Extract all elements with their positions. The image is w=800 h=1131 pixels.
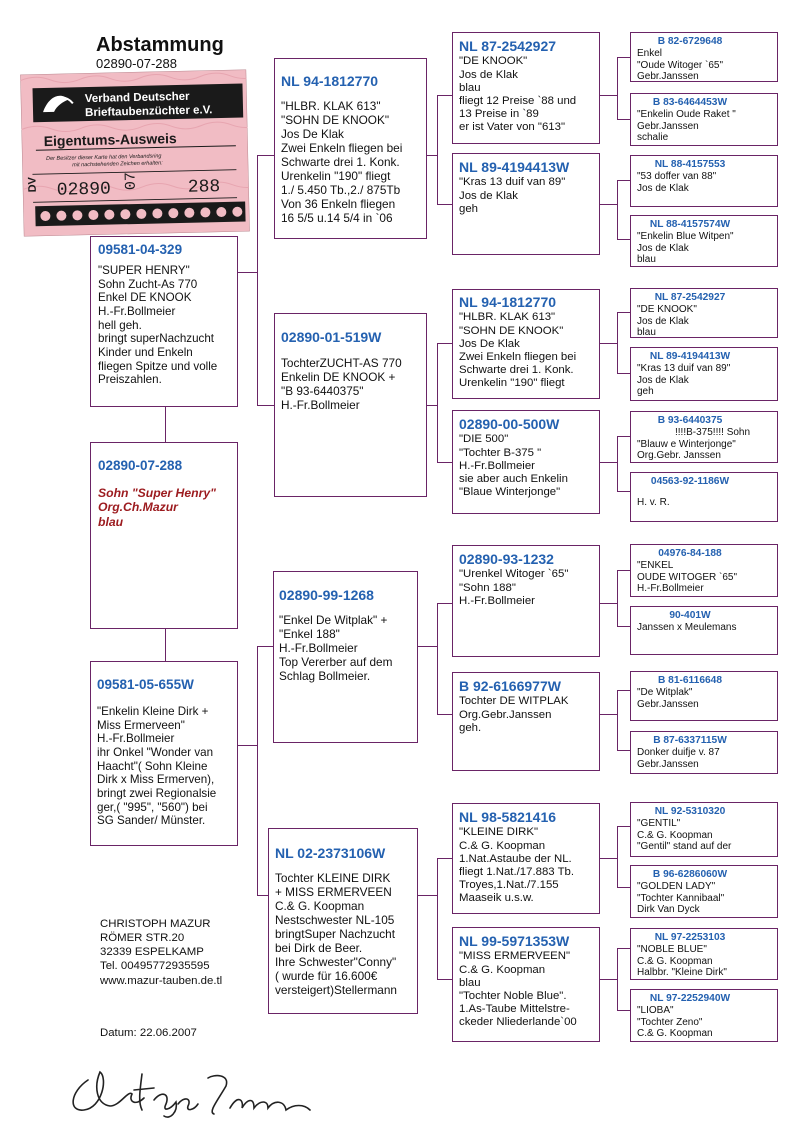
connector <box>617 626 630 627</box>
pedigree-line: H.-Fr.Bollmeier <box>279 641 358 656</box>
pedigree-line: H.-Fr.Bollmeier <box>459 594 535 607</box>
card-title: Eigentums-Ausweis <box>43 130 177 150</box>
ring-number: 04563-92-1186W <box>650 476 730 487</box>
ring-number: 04976-84-188 <box>658 548 722 559</box>
pedigree-line: SG Sander/ Münster. <box>97 814 206 828</box>
pedigree-line: "Tochter B-375 " <box>459 446 542 459</box>
connector <box>617 1010 630 1011</box>
pedigree-line: "GOLDEN LADY" <box>637 881 716 893</box>
pedigree-line: Jos de Klak <box>637 315 689 327</box>
pedigree-line: Gebr.Janssen <box>637 698 699 710</box>
connector <box>600 714 617 715</box>
pedigree-line: Jos de Klak <box>459 68 518 81</box>
connector <box>417 646 437 647</box>
connector <box>437 204 452 205</box>
pedigree-line: Gebr.Janssen <box>637 120 699 132</box>
pedigree-gen4-14 <box>630 865 778 918</box>
pedigree-line: hell geh. <box>98 318 142 332</box>
pedigree-dds <box>452 803 600 914</box>
pedigree-line: "Tochter Kannibaal" <box>637 892 725 904</box>
pedigree-line: Janssen x Meulemans <box>637 622 737 634</box>
connector <box>617 239 630 240</box>
pedigree-sss <box>452 32 600 144</box>
connector <box>426 155 437 156</box>
connector <box>617 57 618 120</box>
ownership-card <box>20 69 250 236</box>
pedigree-line: bei Dirk de Beer. <box>275 940 363 955</box>
pedigree-dam-dam <box>268 828 418 1014</box>
pedigree-line: H.-Fr.Bollmeier <box>637 582 704 594</box>
pedigree-line: "LIOBA" <box>637 1005 674 1017</box>
pedigree-line: "Blaue Winterjonge" <box>459 486 561 499</box>
pedigree-line: !!!!B-375!!!! Sohn <box>675 427 751 439</box>
pedigree-line: "DE KNOOK" <box>459 55 528 68</box>
pedigree-line: bringtSuper Nachzucht <box>275 927 396 942</box>
document-date: Datum: 22.06.2007 <box>100 1027 197 1039</box>
ring-number: NL 02-2373106W <box>275 845 386 861</box>
connector <box>617 436 618 492</box>
pedigree-line: TochterZUCHT-AS 770 <box>281 356 402 371</box>
page-ring-number: 02890-07-288 <box>96 56 177 71</box>
pedigree-line: 1.As-Taube Mittelstre- <box>459 1003 570 1016</box>
pedigree-line: fliegen Spitze und volle <box>98 359 218 373</box>
pedigree-line: Jos de Klak <box>459 189 518 202</box>
connector <box>617 570 618 627</box>
connector <box>600 979 617 980</box>
pedigree-line: 1./ 5.450 Tb.,2./ 875Tb <box>281 182 401 197</box>
pedigree-dam <box>90 661 238 846</box>
connector <box>257 155 274 156</box>
pedigree-line: C.& G. Koopman <box>275 899 365 914</box>
pedigree-line: blau <box>459 81 481 94</box>
ring-number: NL 88-4157553 <box>654 159 726 170</box>
pedigree-line: "DIE 500" <box>459 433 509 446</box>
pedigree-line: Kinder und Enkeln <box>98 345 193 359</box>
pedigree-sire-sire <box>274 58 427 239</box>
card-ring-year: 07 <box>122 171 140 191</box>
pedigree-gen4-4 <box>630 215 778 267</box>
connector <box>617 750 630 751</box>
pedigree-line: Top Vererber auf dem <box>279 655 393 670</box>
pedigree-line: "SUPER HENRY" <box>98 263 190 277</box>
breeder-contact <box>100 917 222 988</box>
connector <box>600 95 617 96</box>
connector <box>617 312 630 313</box>
pedigree-line: Schlag Bollmeier. <box>279 669 371 684</box>
pedigree-line: Sohn "Super Henry" <box>98 485 216 500</box>
connector <box>617 491 630 492</box>
pedigree-gen4-3 <box>630 155 778 207</box>
ring-number: NL 94-1812770 <box>459 294 557 310</box>
pedigree-line: Org.Gebr. Janssen <box>637 449 721 461</box>
ring-number: B 93-6440375 <box>657 415 723 426</box>
pedigree-line: Schwarte drei 1. Konk. <box>281 155 400 170</box>
pedigree-line: Gebr.Janssen <box>637 70 699 82</box>
pedigree-line: "De Witplak" <box>637 687 693 699</box>
pedigree-sire <box>90 236 238 407</box>
pedigree-line: versteigert)Stellermann <box>275 982 397 997</box>
pedigree-line: "Gentil" stand auf der <box>637 840 732 852</box>
pedigree-line: Troyes,1.Nat./7.155 <box>459 879 559 892</box>
connector <box>600 603 617 604</box>
connector <box>617 826 630 827</box>
pedigree-dsd <box>452 672 600 771</box>
card-org-line2: Brieftaubenzüchter e.V. <box>84 104 213 120</box>
pedigree-line: OUDE WITOGER `65" <box>637 571 738 583</box>
pedigree-line: blau <box>98 515 124 530</box>
pedigree-line: Enkel <box>637 48 663 60</box>
connector <box>257 646 273 647</box>
pedigree-line: C.& G. Koopman <box>637 955 713 967</box>
connector <box>600 343 617 344</box>
pedigree-line: Dirk Van Dyck <box>637 903 700 915</box>
pedigree-line: ihr Onkel "Wonder van <box>97 745 214 759</box>
connector <box>617 570 630 571</box>
connector <box>257 155 258 406</box>
card-org-line1: Verband Deutscher <box>84 90 190 106</box>
connector <box>437 979 452 980</box>
pedigree-line: Org.Gebr.Janssen <box>459 708 552 721</box>
pedigree-line: C.& G. Koopman <box>637 1027 713 1039</box>
pedigree-gen4-12 <box>630 731 778 774</box>
connector <box>617 887 630 888</box>
pedigree-line: "Tochter Noble Blue". <box>459 990 567 1003</box>
pedigree-line: "HLBR. KLAK 613" <box>281 99 381 114</box>
pedigree-line: 13 Preise in `89 <box>459 108 539 121</box>
ring-number: 02890-01-519W <box>281 329 382 345</box>
ring-number: 02890-00-500W <box>459 416 560 432</box>
pedigree-line: Zwei Enkeln fliegen bei <box>459 351 577 364</box>
pedigree-line: "Blauw e Winterjonge" <box>637 438 736 450</box>
connector <box>437 95 438 205</box>
pedigree-line: "KLEINE DIRK" <box>459 826 538 839</box>
connector <box>617 57 630 58</box>
pedigree-dss <box>452 545 600 657</box>
pedigree-line: Nestschwester NL-105 <box>275 913 395 928</box>
pedigree-gen4-16 <box>630 989 778 1042</box>
pedigree-line: "NOBLE BLUE" <box>637 944 707 956</box>
pedigree-ssd <box>452 153 600 255</box>
pedigree-line: "Enkelin Kleine Dirk + <box>97 704 209 718</box>
pedigree-line: geh <box>459 202 479 215</box>
pedigree-line: "Oude Witoger `65" <box>637 59 724 71</box>
pedigree-line: 16 5/5 u.14 5/4 in `06 <box>281 210 393 225</box>
ring-number: NL 87-2542927 <box>654 292 726 303</box>
connector <box>617 436 630 437</box>
connector <box>617 948 618 1011</box>
pedigree-line: Donker duifje v. 87 <box>637 747 720 759</box>
pedigree-line: Sohn Zucht-As 770 <box>98 277 198 291</box>
pedigree-line: Jos De Klak <box>459 337 520 350</box>
connector <box>617 373 630 374</box>
pedigree-gen4-9 <box>630 544 778 597</box>
pedigree-gen4-15 <box>630 928 778 980</box>
ring-number: 02890-93-1232 <box>459 551 554 567</box>
connector <box>600 204 617 205</box>
pedigree-line: Org.Ch.Mazur <box>98 500 178 515</box>
connector <box>257 646 258 896</box>
pedigree-line: C.& G. Koopman <box>459 963 546 976</box>
ring-number: NL 89-4194413W <box>649 351 731 362</box>
pedigree-line: Miss Ermerveen" <box>97 718 185 732</box>
pedigree-line: C.& G. Koopman <box>637 829 713 841</box>
pedigree-line: ( wurde für 16.600€ <box>275 968 378 983</box>
pedigree-line: sie aber auch Enkelin <box>459 473 568 486</box>
pedigree-line: "Kras 13 duif van 89" <box>459 176 566 189</box>
pedigree-line: "GENTIL" <box>637 818 681 830</box>
pedigree-line: Urenkelin "190" fliegt <box>281 168 391 183</box>
ring-number: B 81-6116648 <box>657 675 722 686</box>
pedigree-line: Zwei Enkeln fliegen bei <box>281 141 403 156</box>
pedigree-dam-sire <box>273 571 418 743</box>
pedigree-line: "SOHN DE KNOOK" <box>281 113 390 128</box>
pedigree-line: C.& G. Koopman <box>459 839 546 852</box>
pedigree-ddd <box>452 927 600 1042</box>
ring-number: 90-401W <box>669 610 711 621</box>
ring-number: NL 98-5821416 <box>459 809 557 825</box>
ring-number: NL 92-5310320 <box>654 806 726 817</box>
pedigree-line: geh <box>637 385 654 397</box>
breeder-website: www.mazur-tauben.de.tl <box>100 974 223 987</box>
pedigree-gen4-2 <box>630 93 778 146</box>
pedigree-line: Dirk x Miss Ermerven), <box>97 773 215 787</box>
pedigree-line: bringt superNachzucht <box>98 332 214 346</box>
pedigree-line: H.-Fr.Bollmeier <box>281 398 360 413</box>
pedigree-line: Ihre Schwester"Conny" <box>275 954 397 969</box>
breeder-city: 32339 ESPELKAMP <box>100 946 204 959</box>
pedigree-line: Preiszahlen. <box>98 373 162 387</box>
pedigree-line: "ENKEL <box>637 560 674 572</box>
pedigree-line: 1.Nat.Astaube der NL. <box>459 852 572 865</box>
connector <box>617 690 618 751</box>
ring-number: B 92-6166977W <box>459 678 561 694</box>
pedigree-line: ckeder Nliederlande`00 <box>459 1016 577 1029</box>
connector <box>437 603 452 604</box>
pedigree-gen4-1 <box>630 32 778 82</box>
ring-number: NL 89-4194413W <box>459 159 570 175</box>
pedigree-line: Jos de Klak <box>637 374 689 386</box>
pedigree-line: er ist Vater von "613" <box>459 121 566 134</box>
pedigree-line: Jos De Klak <box>281 127 344 142</box>
pedigree-line: H.-Fr.Bollmeier <box>97 732 175 746</box>
pedigree-gen4-10 <box>630 606 778 655</box>
pedigree-gen4-11 <box>630 671 778 721</box>
pedigree-sire-dam <box>274 313 427 497</box>
ring-number: B 87-6337115W <box>653 735 727 746</box>
pedigree-line: H.-Fr.Bollmeier <box>459 459 535 472</box>
ring-number: NL 94-1812770 <box>281 73 379 89</box>
pedigree-line: Gebr.Janssen <box>637 758 699 770</box>
connector <box>417 895 437 896</box>
card-ring-serial: 288 <box>187 177 221 198</box>
connector <box>437 343 438 463</box>
pedigree-line: blau <box>637 326 656 338</box>
pedigree-line: + MISS ERMERVEEN <box>275 885 392 900</box>
connector <box>426 405 437 406</box>
connector <box>617 690 630 691</box>
pedigree-line: schalie <box>637 131 669 143</box>
connector <box>437 343 452 344</box>
pedigree-line: Haacht"( Sohn Kleine <box>97 759 208 773</box>
pedigree-line: ger,( "995", "560") bei <box>97 800 208 814</box>
ring-number: NL 97-2253103 <box>654 932 726 943</box>
ring-number: B 83-6464453W <box>652 97 728 108</box>
connector <box>617 826 618 888</box>
connector <box>237 745 257 746</box>
ring-number: NL 99-5971353W <box>459 933 570 949</box>
card-prefix: DV <box>26 176 39 193</box>
card-ring-number: 02890 <box>56 179 112 201</box>
ring-number: NL 97-2252940W <box>649 993 731 1004</box>
connector <box>437 858 438 980</box>
pedigree-line: "Urenkel Witoger `65" <box>459 568 569 581</box>
pedigree-line: fliegt 1.Nat./17.883 Tb. <box>459 866 575 879</box>
pedigree-gen4-5 <box>630 288 778 338</box>
pedigree-line: "Tochter Zeno" <box>637 1016 703 1028</box>
connector <box>617 180 618 240</box>
breeder-street: RÖMER STR.20 <box>100 932 185 945</box>
pedigree-line: bringt zwei Regionalsie <box>97 786 217 800</box>
connector <box>437 603 438 715</box>
ring-number: B 82-6729648 <box>657 36 723 47</box>
pedigree-line: "HLBR. KLAK 613" <box>459 311 556 324</box>
pedigree-line: Tochter DE WITPLAK <box>459 695 569 708</box>
ring-number: 09581-04-329 <box>98 242 183 257</box>
connector <box>617 119 630 120</box>
connector <box>617 312 618 374</box>
connector <box>617 180 630 181</box>
connector <box>600 858 617 859</box>
pedigree-line: "Sohn 188" <box>459 581 516 594</box>
pedigree-line: "Enkelin Oude Raket " <box>637 109 736 121</box>
page-title: Abstammung <box>96 34 224 56</box>
ring-number: NL 87-2542927 <box>459 38 557 54</box>
ring-number: 09581-05-655W <box>97 677 194 692</box>
pedigree-subject <box>90 442 238 629</box>
ring-number: NL 88-4157574W <box>649 219 731 230</box>
pedigree-sdd <box>452 410 600 514</box>
connector <box>617 948 630 949</box>
pedigree-line: Jos de Klak <box>637 182 689 194</box>
pedigree-gen4-7 <box>630 411 778 463</box>
connector <box>237 272 257 273</box>
pedigree-line: Schwarte drei 1. Konk. <box>459 364 574 377</box>
pedigree-line: geh. <box>459 721 482 734</box>
pedigree-gen4-8 <box>630 472 778 522</box>
pedigree-line: "SOHN DE KNOOK" <box>459 324 564 337</box>
pedigree-line: blau <box>459 976 481 989</box>
connector <box>600 462 617 463</box>
breeder-phone: Tel. 00495772935595 <box>100 960 210 973</box>
pedigree-line: "Enkel De Witplak" + <box>279 613 388 628</box>
connector <box>437 95 452 96</box>
pedigree-line: "DE KNOOK" <box>637 304 697 316</box>
connector <box>437 462 452 463</box>
pedigree-line: Halbbr. "Kleine Dirk" <box>637 966 727 978</box>
ring-number: 02890-99-1268 <box>279 587 374 603</box>
pedigree-line: Tochter KLEINE DIRK <box>275 871 391 886</box>
connector <box>437 714 452 715</box>
pedigree-line: Enkel DE KNOOK <box>98 291 192 305</box>
pedigree-line: "MISS ERMERVEEN" <box>459 950 571 963</box>
subject-ring-number: 02890-07-288 <box>98 458 183 473</box>
pedigree-line: H.-Fr.Bollmeier <box>98 304 176 318</box>
pedigree-line: "B 93-6440375" <box>281 384 364 399</box>
card-fine-print: Der Besitzer dieser Karte hat den Verbandsring <box>46 153 162 163</box>
pedigree-line: Jos de Klak <box>637 242 689 254</box>
connector <box>165 628 166 661</box>
pedigree-line: "53 doffer van 88" <box>637 171 717 183</box>
connector <box>257 405 274 406</box>
ring-number: B 96-6286060W <box>652 869 728 880</box>
connector <box>165 406 166 442</box>
pedigree-sds <box>452 289 600 399</box>
pedigree-line: blau <box>637 253 656 265</box>
pedigree-line: H. v. R. <box>637 497 670 509</box>
signature <box>58 1060 338 1125</box>
ownership-card-graphic <box>20 69 250 236</box>
pedigree-line: "Enkelin Blue Witpen" <box>637 231 734 243</box>
pedigree-line: Von 36 Enkeln fliegen <box>281 196 396 211</box>
pedigree-line: Urenkelin "190" fliegt <box>459 377 565 390</box>
pedigree-line: "Enkel 188" <box>279 627 340 642</box>
pedigree-line: Enkelin DE KNOOK + <box>281 370 396 385</box>
connector <box>437 858 452 859</box>
pedigree-line: "Kras 13 duif van 89" <box>637 363 731 375</box>
breeder-name: CHRISTOPH MAZUR <box>100 918 211 930</box>
card-fine-print: mit nachstehenden Zeichen erhalten: <box>72 160 163 169</box>
pedigree-line: fliegt 12 Preise `88 und <box>459 95 577 108</box>
pedigree-gen4-13 <box>630 802 778 857</box>
pedigree-line: Maaseik u.s.w. <box>459 892 534 905</box>
pedigree-gen4-6 <box>630 347 778 401</box>
